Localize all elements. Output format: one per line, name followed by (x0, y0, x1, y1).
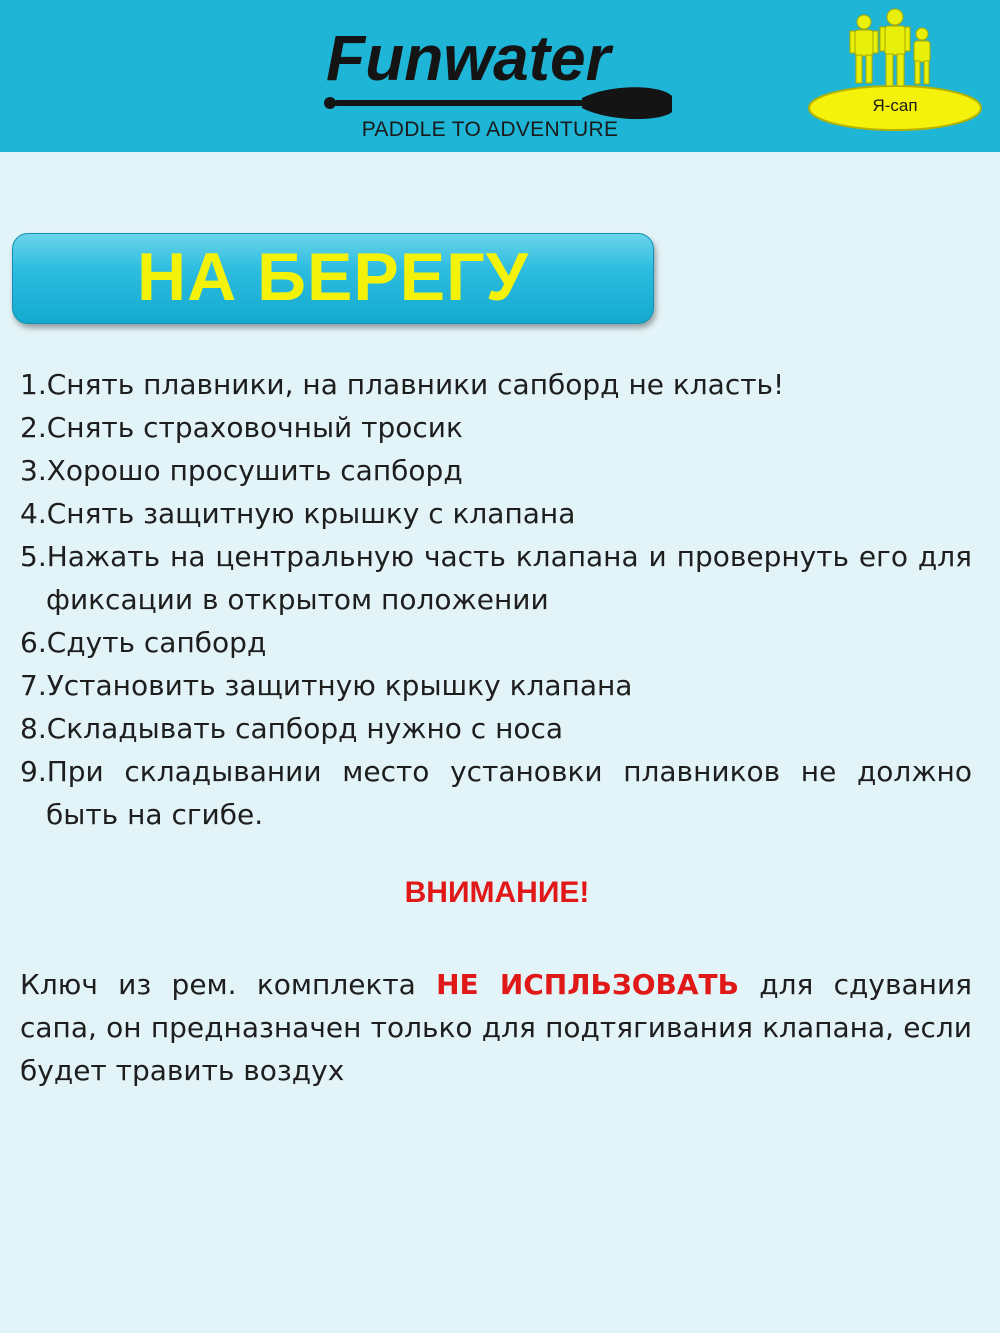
warning-note (20, 963, 972, 1092)
attention-heading: ВНИМАНИЕ! (404, 876, 590, 909)
list-item: 1.Снять плавники, на плавники сапборд не класть! (20, 368, 785, 401)
badge-label: Я-сап (872, 96, 918, 115)
note-text-before: Ключ из рем. комплекта (20, 968, 437, 1001)
section-title: НА БЕРЕГУ (137, 239, 529, 315)
section-banner (12, 233, 654, 324)
registered-mark: ® (642, 95, 653, 111)
note-text-after: для сдувания сапа, он предназначен только для подтягивания клапана, если будет травить воздух (20, 968, 972, 1087)
list-item: 7.Установить защитную крышку клапана (20, 669, 633, 702)
list-item: 8.Складывать сапборд нужно с носа (20, 712, 564, 745)
list-item: 5.Нажать на центральную часть клапана и провернуть его для фиксации в открытом положении (20, 540, 972, 616)
header (0, 0, 1000, 152)
list-item: 4.Снять защитную крышку с клапана (20, 497, 576, 530)
tagline: PADDLE TO ADVENTURE (361, 118, 619, 141)
brand-logo-text: Funwater (326, 22, 611, 94)
list-item: 6.Сдуть сапборд (20, 626, 267, 659)
steps-list (20, 363, 972, 836)
list-item: 3.Хорошо просушить сапборд (20, 454, 463, 487)
list-item: 9.При складывании место установки плавников не должно быть на сгибе. (20, 755, 972, 831)
note-warning: НЕ ИСПЛЬЗОВАТЬ (436, 968, 739, 1001)
list-item: 2.Снять страховочный тросик (20, 411, 463, 444)
